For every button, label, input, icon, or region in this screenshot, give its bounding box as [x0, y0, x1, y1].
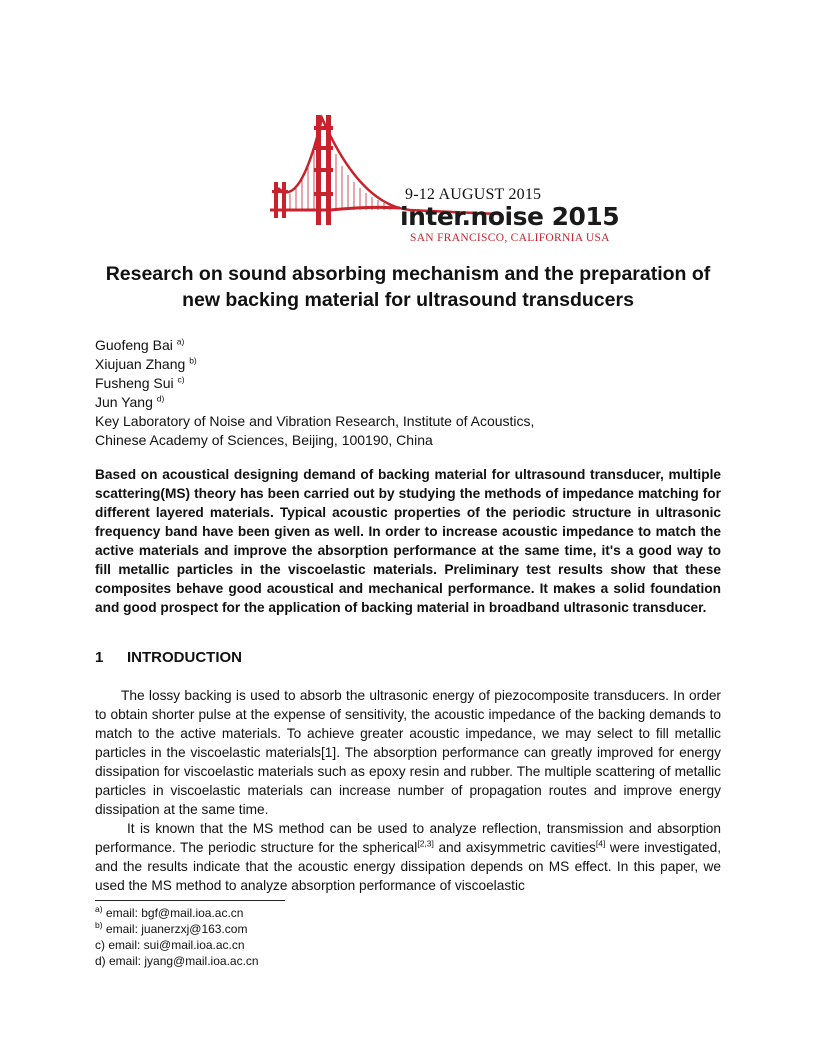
paper-title — [60, 261, 756, 313]
conference-dates: 9-12 AUGUST 2015 — [405, 186, 542, 203]
author: Xiujuan Zhang $^{b)}$ — [95, 355, 197, 372]
citation: [2,3] — [417, 838, 434, 849]
abstract: Based on acoustical designing demand of backing material for ultrasound transducer, multiple scattering(MS) theory has been carried out by studying the methods of impedance matching for different layered materials. Typical acoustic properties of the periodic structure in ultrasonic frequency band have been given as well. In order to increase acoustic impedance to match the active materials and improve the absorption performance at the same time, it's a good way to fill metallic particles in the viscoelastic materials. Preliminary test results show that these composites behave good acoustical and mechanical performance. It makes a solid foundation and good prospect for the application of backing material in broadband ultrasonic transducer. — [95, 467, 721, 615]
author-block — [95, 336, 534, 450]
author: Jun Yang $^{d)}$ — [95, 393, 165, 410]
conference-logo — [270, 110, 620, 255]
paragraph: The lossy backing is used to absorb the ultrasonic energy of piezocomposite transducers. In order to obtain shorter pulse at the expense of sensitivity, the acoustic impedance of the backing demands to match to the active materials. To achieve greater acoustic impedance, we may select to fill metallic particles in the viscoelastic materials[1]. The absorption performance can greatly improved for energy dissipation for viscoelastic materials such as epoxy resin and rubber. The multiple scattering of metallic particles in viscoelastic materials can increase number of propagation routes and improve energy dissipation at the same time. — [95, 688, 721, 817]
section-heading — [95, 649, 242, 666]
footnote: d) email: jyang@mail.ioa.ac.cn — [95, 954, 259, 968]
footnote: c) email: sui@mail.ioa.ac.cn — [95, 938, 245, 952]
footnote: $^{b)}$ email: juanerzxj@163.com — [95, 920, 248, 936]
paragraph: It is known that the MS method can be used to analyze reflection, transmission and absorption performance. The periodic structure for the spherical[2,3] and axisymmetric cavities[4] were investigated, and the results indicate that the acoustic energy dissipation depends on MS effect. In this paper, we used the MS method to analyze absorption performance of viscoelastic — [95, 821, 722, 893]
section-number: 1 — [95, 649, 104, 666]
affiliation-line-1: Key Laboratory of Noise and Vibration Research, Institute of Acoustics, — [95, 413, 535, 429]
footnotes — [95, 905, 259, 969]
paper-title-line-1: Research on sound absorbing mechanism and the preparation of — [105, 263, 711, 285]
paper-title-line-2: new backing material for ultrasound transducers — [182, 289, 634, 311]
section-title: INTRODUCTION — [127, 649, 242, 666]
conference-brand: inter.noise 2015 — [400, 202, 620, 231]
author: Guofeng Bai $^{a)}$ — [95, 336, 185, 353]
footnote-divider — [95, 900, 285, 901]
conference-location: SAN FRANCISCO, CALIFORNIA USA — [410, 232, 610, 244]
citation: [4] — [595, 838, 606, 849]
affiliation-line-2: Chinese Academy of Sciences, Beijing, 100190, China — [95, 432, 433, 448]
author: Fusheng Sui $^{c)}$ — [95, 374, 185, 391]
footnote: $^{a)}$ email: bgf@mail.ioa.ac.cn — [95, 904, 244, 920]
introduction-body — [95, 686, 721, 895]
